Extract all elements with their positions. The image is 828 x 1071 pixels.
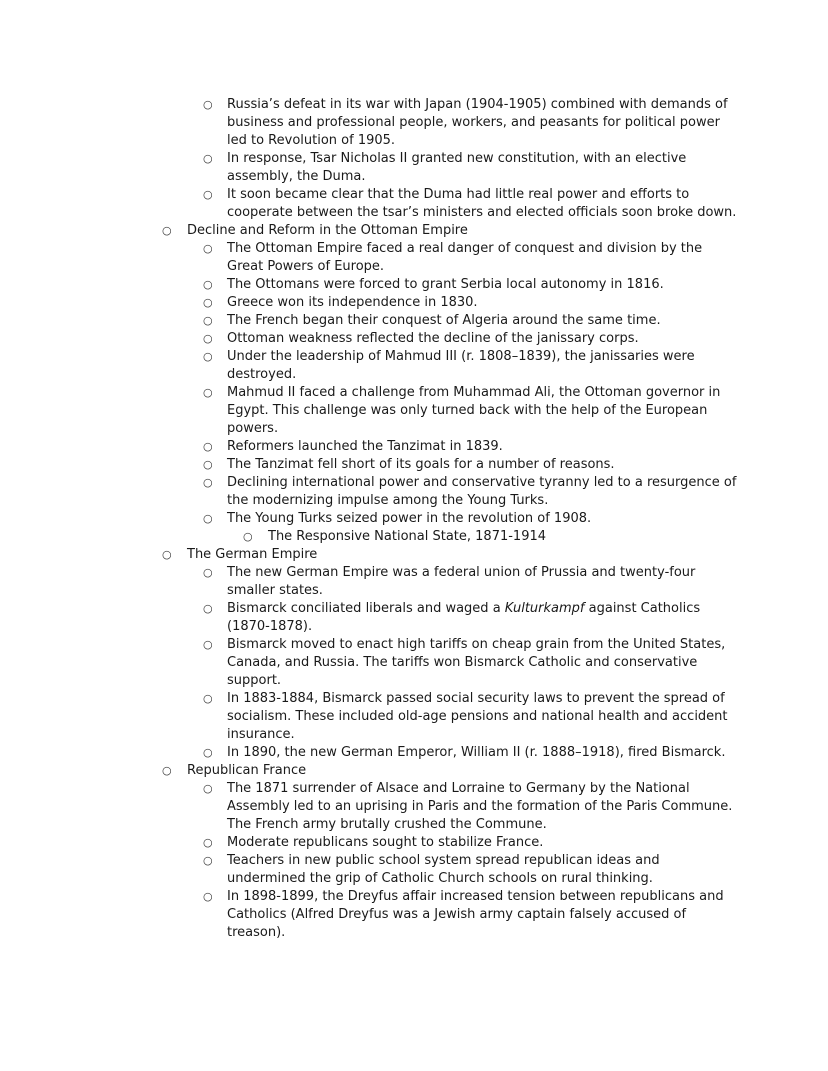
list-item-text: Mahmud II faced a challenge from Muhammad Ali, the Ottoman governor in Egypt. This challenge was only turned back with the help of the European powers. <box>227 385 721 436</box>
bullet-icon: ○ <box>203 746 213 759</box>
list-item <box>0 330 828 348</box>
bullet-icon: ○ <box>203 512 213 525</box>
document-page <box>0 96 828 942</box>
list-item <box>0 186 828 222</box>
list-item <box>0 96 828 150</box>
bullet-icon: ○ <box>203 98 213 111</box>
list-item-text: In 1898-1899, the Dreyfus affair increased tension between republicans and Catholics (Alfred Dreyfus was a Jewish army captain falsely accused of treason). <box>227 889 724 940</box>
list-item-text: The Ottoman Empire faced a real danger of conquest and division by the Great Powers of Europe. <box>227 241 703 274</box>
bullet-icon: ○ <box>203 566 213 579</box>
bullet-icon: ○ <box>203 692 213 705</box>
bullet-icon: ○ <box>203 188 213 201</box>
list-item-text: Teachers in new public school system spread republican ideas and undermined the grip of Catholic Church schools on rural thinking. <box>227 853 660 886</box>
bullet-icon: ○ <box>203 440 213 453</box>
section-heading-ottoman <box>0 222 828 240</box>
bullet-icon: ○ <box>203 242 213 255</box>
list-item <box>0 744 828 762</box>
bullet-icon: ○ <box>203 854 213 867</box>
bullet-icon: ○ <box>203 602 213 615</box>
bullet-icon: ○ <box>203 836 213 849</box>
bullet-icon: ○ <box>162 548 172 561</box>
bullet-icon: ○ <box>203 152 213 165</box>
list-item-text: The Young Turks seized power in the revolution of 1908. <box>227 511 592 526</box>
list-item <box>0 474 828 510</box>
section-heading-france <box>0 762 828 780</box>
list-item <box>0 564 828 600</box>
list-item <box>0 510 828 528</box>
bullet-icon: ○ <box>203 296 213 309</box>
list-item <box>0 276 828 294</box>
list-item <box>0 888 828 942</box>
list-item-text: The 1871 surrender of Alsace and Lorraine to Germany by the National Assembly led to an uprising in Paris and the formation of the Paris Commune. The French army brutally crushed the Commune. <box>227 781 733 832</box>
section-heading-text: The German Empire <box>187 547 318 562</box>
list-item <box>0 636 828 690</box>
italic-term: Kulturkampf <box>504 601 585 616</box>
bullet-icon: ○ <box>203 782 213 795</box>
bullet-icon: ○ <box>203 386 213 399</box>
list-item-text: Reformers launched the Tanzimat in 1839. <box>227 439 503 454</box>
subsection-heading <box>0 528 828 546</box>
bullet-icon: ○ <box>203 278 213 291</box>
list-item <box>0 294 828 312</box>
list-item <box>0 348 828 384</box>
list-item-text: The new German Empire was a federal union of Prussia and twenty-four smaller states. <box>227 565 696 598</box>
list-item <box>0 456 828 474</box>
list-item-text: Ottoman weakness reflected the decline of the janissary corps. <box>227 331 639 346</box>
bullet-icon: ○ <box>162 764 172 777</box>
bullet-icon: ○ <box>162 224 172 237</box>
list-item-text: Declining international power and conservative tyranny led to a resurgence of the modernizing impulse among the Young Turks. <box>227 475 737 508</box>
list-item-text: The Tanzimat fell short of its goals for a number of reasons. <box>227 457 615 472</box>
bullet-icon: ○ <box>203 314 213 327</box>
list-item-text: Greece won its independence in 1830. <box>227 295 478 310</box>
list-item-text: The Ottomans were forced to grant Serbia local autonomy in 1816. <box>227 277 664 292</box>
list-item-text: Moderate republicans sought to stabilize France. <box>227 835 544 850</box>
list-item <box>0 852 828 888</box>
list-item-text: Russia’s defeat in its war with Japan (1904-1905) combined with demands of business and professional people, workers, and peasants for political power led to Revolution of 1905. <box>227 97 728 148</box>
text-run: against Catholics (1870-1878). <box>227 601 701 634</box>
list-item <box>0 438 828 456</box>
bullet-icon: ○ <box>243 530 253 543</box>
list-item <box>0 240 828 276</box>
section-heading-german <box>0 546 828 564</box>
list-item-text: In 1890, the new German Emperor, William II (r. 1888–1918), fired Bismarck. <box>227 745 726 760</box>
section-heading-text: Decline and Reform in the Ottoman Empire <box>187 223 468 238</box>
section-heading-text: Republican France <box>187 763 307 778</box>
bullet-icon: ○ <box>203 476 213 489</box>
list-item-text: It soon became clear that the Duma had little real power and efforts to cooperate between the tsar’s ministers and elected officials soon broke down. <box>227 187 737 220</box>
list-item-text: In 1883-1884, Bismarck passed social security laws to prevent the spread of socialism. These included old-age pensions and national health and accident insurance. <box>227 691 728 742</box>
list-item <box>0 834 828 852</box>
bullet-icon: ○ <box>203 890 213 903</box>
list-item <box>0 150 828 186</box>
subsection-heading-text: The Responsive National State, 1871-1914 <box>268 529 547 544</box>
bullet-icon: ○ <box>203 458 213 471</box>
list-item-text: Under the leadership of Mahmud III (r. 1808–1839), the janissaries were destroyed. <box>227 349 695 382</box>
bullet-icon: ○ <box>203 332 213 345</box>
list-item <box>0 600 828 636</box>
list-item <box>0 312 828 330</box>
list-item <box>0 384 828 438</box>
list-item <box>0 780 828 834</box>
list-item-text: In response, Tsar Nicholas II granted new constitution, with an elective assembly, the Duma. <box>227 151 687 184</box>
list-item-text: The French began their conquest of Algeria around the same time. <box>227 313 661 328</box>
list-item <box>0 690 828 744</box>
list-item-text <box>227 601 700 634</box>
bullet-icon: ○ <box>203 638 213 651</box>
text-run: Bismarck conciliated liberals and waged a <box>227 601 505 616</box>
bullet-icon: ○ <box>203 350 213 363</box>
list-item-text: Bismarck moved to enact high tariffs on cheap grain from the United States, Canada, and Russia. The tariffs won Bismarck Catholic and conservative support. <box>227 637 726 688</box>
